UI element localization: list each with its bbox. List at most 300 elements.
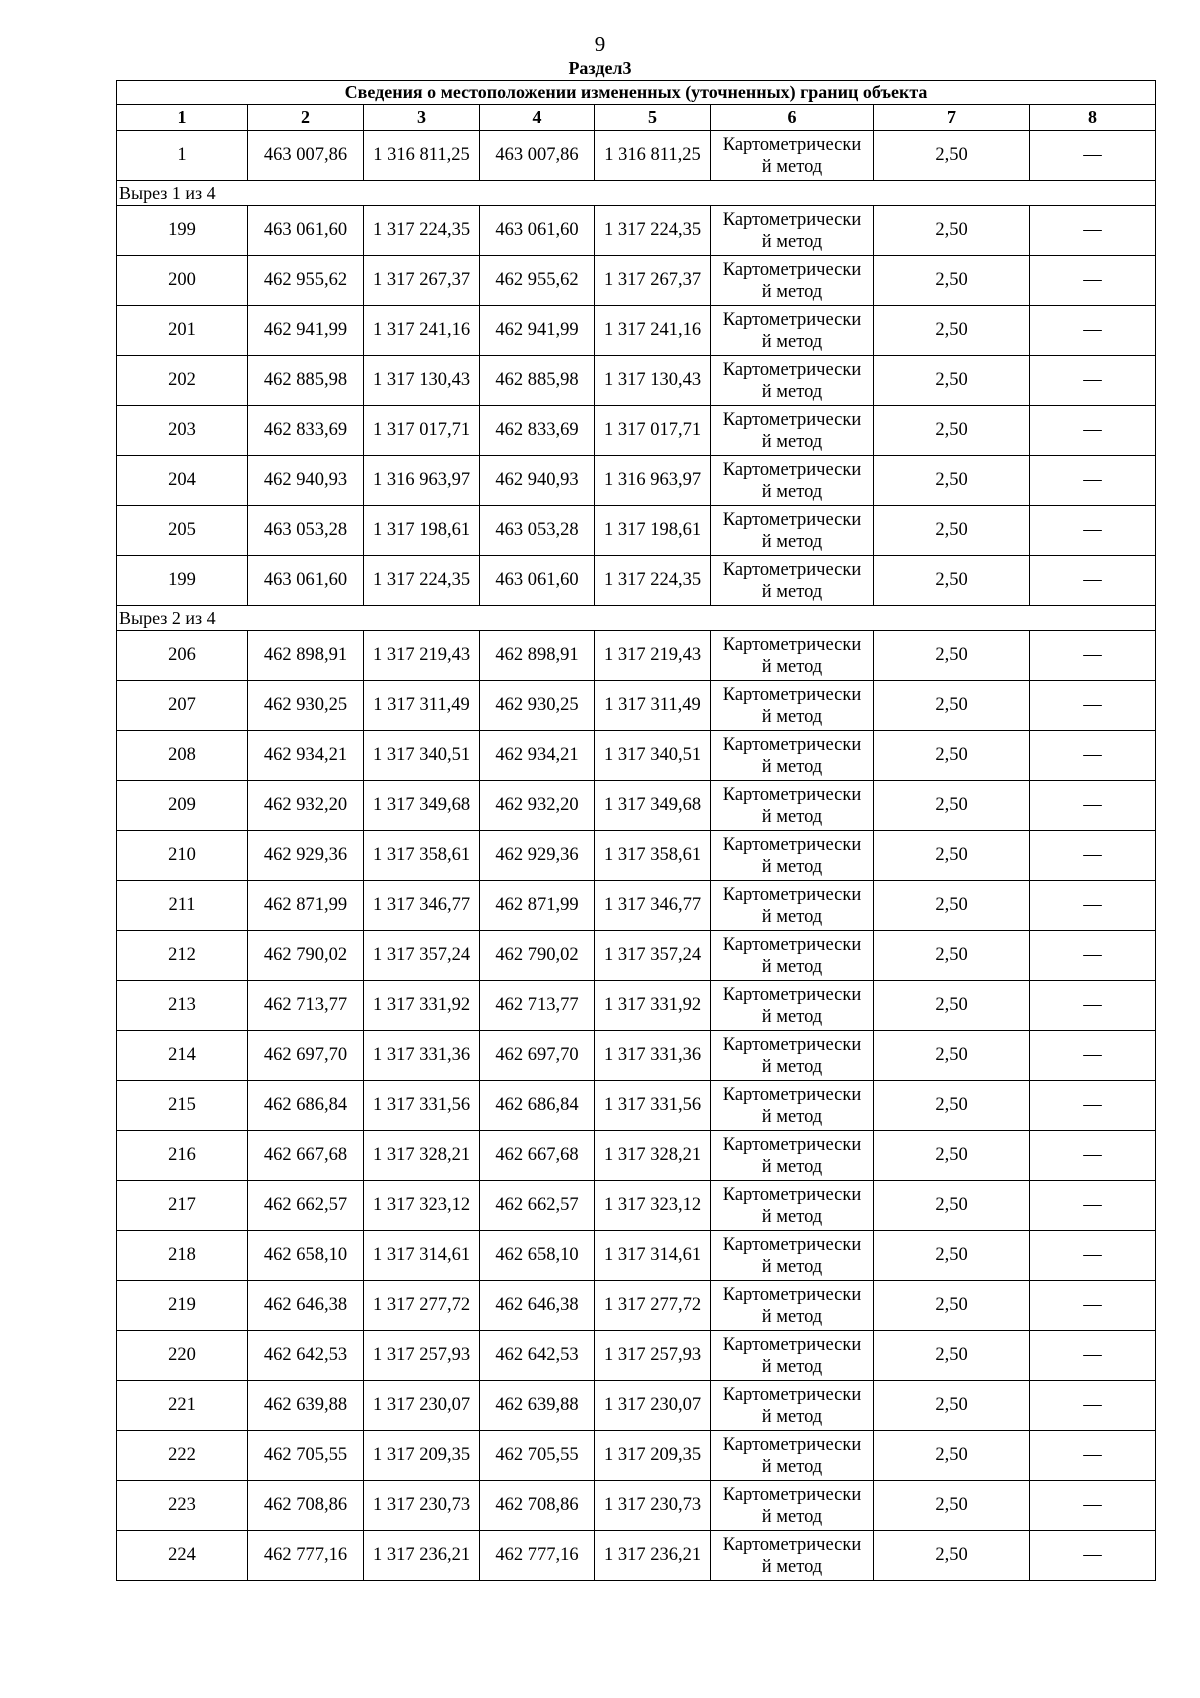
x-coordinate-cell: 462 667,68 bbox=[248, 1131, 364, 1181]
x-coordinate-cell: 462 871,99 bbox=[248, 881, 364, 931]
column-number-header: 1 bbox=[117, 105, 248, 131]
x-coordinate-cell: 462 934,21 bbox=[480, 731, 595, 781]
point-number-cell: 206 bbox=[117, 631, 248, 681]
x-coordinate-cell: 462 885,98 bbox=[248, 356, 364, 406]
method-cell bbox=[711, 881, 874, 931]
accuracy-cell: 2,50 bbox=[874, 631, 1030, 681]
y-coordinate-cell: 1 317 198,61 bbox=[364, 506, 480, 556]
y-coordinate-cell: 1 317 236,21 bbox=[595, 1531, 711, 1581]
y-coordinate-cell: 1 317 311,49 bbox=[364, 681, 480, 731]
y-coordinate-cell: 1 317 209,35 bbox=[595, 1431, 711, 1481]
table-row bbox=[117, 831, 1156, 881]
method-text-line: Картометрически bbox=[722, 734, 862, 755]
method-text-line: й метод bbox=[761, 156, 823, 177]
method-text-line: й метод bbox=[761, 1106, 823, 1127]
y-coordinate-cell: 1 317 314,61 bbox=[364, 1231, 480, 1281]
y-coordinate-cell: 1 317 017,71 bbox=[364, 406, 480, 456]
description-cell: — bbox=[1030, 206, 1156, 256]
x-coordinate-cell: 463 007,86 bbox=[248, 131, 364, 181]
x-coordinate-cell: 462 667,68 bbox=[480, 1131, 595, 1181]
y-coordinate-cell: 1 317 017,71 bbox=[595, 406, 711, 456]
method-cell bbox=[711, 731, 874, 781]
description-cell: — bbox=[1030, 1231, 1156, 1281]
y-coordinate-cell: 1 317 346,77 bbox=[364, 881, 480, 931]
table-row bbox=[117, 931, 1156, 981]
x-coordinate-cell: 463 061,60 bbox=[480, 556, 595, 606]
x-coordinate-cell: 462 898,91 bbox=[248, 631, 364, 681]
accuracy-cell: 2,50 bbox=[874, 1181, 1030, 1231]
y-coordinate-cell: 1 317 230,07 bbox=[595, 1381, 711, 1431]
method-text-line: Картометрически bbox=[722, 1034, 862, 1055]
method-cell bbox=[711, 681, 874, 731]
method-text-line: й метод bbox=[761, 806, 823, 827]
y-coordinate-cell: 1 317 277,72 bbox=[364, 1281, 480, 1331]
y-coordinate-cell: 1 317 323,12 bbox=[595, 1181, 711, 1231]
point-number-cell: 222 bbox=[117, 1431, 248, 1481]
method-text-line: Картометрически bbox=[722, 359, 862, 380]
x-coordinate-cell: 462 697,70 bbox=[248, 1031, 364, 1081]
description-cell: — bbox=[1030, 1481, 1156, 1531]
column-number-header: 5 bbox=[595, 105, 711, 131]
table-row bbox=[117, 506, 1156, 556]
x-coordinate-cell: 462 871,99 bbox=[480, 881, 595, 931]
y-coordinate-cell: 1 317 130,43 bbox=[595, 356, 711, 406]
table-row bbox=[117, 1281, 1156, 1331]
x-coordinate-cell: 462 932,20 bbox=[480, 781, 595, 831]
point-number-cell: 201 bbox=[117, 306, 248, 356]
method-text-line: й метод bbox=[761, 531, 823, 552]
accuracy-cell: 2,50 bbox=[874, 931, 1030, 981]
x-coordinate-cell: 462 930,25 bbox=[480, 681, 595, 731]
point-number-cell: 213 bbox=[117, 981, 248, 1031]
x-coordinate-cell: 462 646,38 bbox=[480, 1281, 595, 1331]
y-coordinate-cell: 1 317 209,35 bbox=[364, 1431, 480, 1481]
table-row bbox=[117, 731, 1156, 781]
method-text-line: й метод bbox=[761, 1556, 823, 1577]
accuracy-cell: 2,50 bbox=[874, 731, 1030, 781]
method-cell bbox=[711, 1081, 874, 1131]
accuracy-cell: 2,50 bbox=[874, 1431, 1030, 1481]
column-number-header: 6 bbox=[711, 105, 874, 131]
method-cell bbox=[711, 556, 874, 606]
point-number-cell: 221 bbox=[117, 1381, 248, 1431]
description-cell: — bbox=[1030, 831, 1156, 881]
y-coordinate-cell: 1 317 236,21 bbox=[364, 1531, 480, 1581]
method-cell bbox=[711, 506, 874, 556]
accuracy-cell: 2,50 bbox=[874, 1331, 1030, 1381]
method-text-line: Картометрически bbox=[722, 134, 862, 155]
table-caption: Сведения о местоположении измененных (уточненных) границ объекта bbox=[117, 81, 1156, 105]
table-row bbox=[117, 1031, 1156, 1081]
accuracy-cell: 2,50 bbox=[874, 1081, 1030, 1131]
section-title: Раздел3 bbox=[568, 58, 632, 78]
x-coordinate-cell: 462 646,38 bbox=[248, 1281, 364, 1331]
x-coordinate-cell: 462 930,25 bbox=[248, 681, 364, 731]
y-coordinate-cell: 1 317 241,16 bbox=[364, 306, 480, 356]
method-text-line: Картометрически bbox=[722, 1134, 862, 1155]
accuracy-cell: 2,50 bbox=[874, 981, 1030, 1031]
x-coordinate-cell: 462 955,62 bbox=[248, 256, 364, 306]
method-cell bbox=[711, 831, 874, 881]
accuracy-cell: 2,50 bbox=[874, 456, 1030, 506]
y-coordinate-cell: 1 317 349,68 bbox=[364, 781, 480, 831]
y-coordinate-cell: 1 317 331,36 bbox=[595, 1031, 711, 1081]
method-text-line: й метод bbox=[761, 1156, 823, 1177]
description-cell: — bbox=[1030, 556, 1156, 606]
y-coordinate-cell: 1 316 811,25 bbox=[595, 131, 711, 181]
accuracy-cell: 2,50 bbox=[874, 831, 1030, 881]
y-coordinate-cell: 1 317 219,43 bbox=[364, 631, 480, 681]
method-text-line: Картометрически bbox=[722, 634, 862, 655]
method-cell bbox=[711, 1381, 874, 1431]
accuracy-cell: 2,50 bbox=[874, 781, 1030, 831]
y-coordinate-cell: 1 317 323,12 bbox=[364, 1181, 480, 1231]
y-coordinate-cell: 1 317 331,56 bbox=[595, 1081, 711, 1131]
y-coordinate-cell: 1 316 963,97 bbox=[595, 456, 711, 506]
x-coordinate-cell: 462 642,53 bbox=[480, 1331, 595, 1381]
description-cell: — bbox=[1030, 256, 1156, 306]
method-text-line: й метод bbox=[761, 906, 823, 927]
method-text-line: й метод bbox=[761, 281, 823, 302]
x-coordinate-cell: 463 061,60 bbox=[248, 556, 364, 606]
x-coordinate-cell: 462 642,53 bbox=[248, 1331, 364, 1381]
table-caption-row bbox=[117, 81, 1156, 105]
method-text-line: й метод bbox=[761, 1256, 823, 1277]
cutout-label: Вырез 2 из 4 bbox=[117, 606, 1156, 631]
table-row bbox=[117, 206, 1156, 256]
method-text-line: Картометрически bbox=[722, 934, 862, 955]
y-coordinate-cell: 1 317 331,92 bbox=[595, 981, 711, 1031]
method-cell bbox=[711, 131, 874, 181]
method-text-line: Картометрически bbox=[722, 1384, 862, 1405]
table-row bbox=[117, 781, 1156, 831]
table-row bbox=[117, 1231, 1156, 1281]
method-cell bbox=[711, 1281, 874, 1331]
table-row bbox=[117, 1131, 1156, 1181]
y-coordinate-cell: 1 317 331,36 bbox=[364, 1031, 480, 1081]
point-number-cell: 223 bbox=[117, 1481, 248, 1531]
description-cell: — bbox=[1030, 306, 1156, 356]
point-number-cell: 212 bbox=[117, 931, 248, 981]
point-number-cell: 207 bbox=[117, 681, 248, 731]
column-number-header: 3 bbox=[364, 105, 480, 131]
x-coordinate-cell: 462 940,93 bbox=[248, 456, 364, 506]
method-text-line: Картометрически bbox=[722, 1284, 862, 1305]
accuracy-cell: 2,50 bbox=[874, 306, 1030, 356]
method-cell bbox=[711, 631, 874, 681]
method-text-line: Картометрически bbox=[722, 409, 862, 430]
y-coordinate-cell: 1 317 311,49 bbox=[595, 681, 711, 731]
description-cell: — bbox=[1030, 881, 1156, 931]
y-coordinate-cell: 1 317 331,56 bbox=[364, 1081, 480, 1131]
method-cell bbox=[711, 931, 874, 981]
point-number-cell: 202 bbox=[117, 356, 248, 406]
accuracy-cell: 2,50 bbox=[874, 556, 1030, 606]
method-text-line: й метод bbox=[761, 381, 823, 402]
y-coordinate-cell: 1 317 198,61 bbox=[595, 506, 711, 556]
method-text-line: й метод bbox=[761, 331, 823, 352]
x-coordinate-cell: 462 686,84 bbox=[248, 1081, 364, 1131]
y-coordinate-cell: 1 317 230,73 bbox=[595, 1481, 711, 1531]
method-text-line: Картометрически bbox=[722, 459, 862, 480]
method-text-line: Картометрически bbox=[722, 1334, 862, 1355]
x-coordinate-cell: 462 705,55 bbox=[480, 1431, 595, 1481]
page-number: 9 bbox=[594, 32, 606, 56]
y-coordinate-cell: 1 317 257,93 bbox=[595, 1331, 711, 1381]
description-cell: — bbox=[1030, 456, 1156, 506]
y-coordinate-cell: 1 317 357,24 bbox=[595, 931, 711, 981]
table-row bbox=[117, 556, 1156, 606]
method-text-line: Картометрически bbox=[722, 1484, 862, 1505]
description-cell: — bbox=[1030, 1281, 1156, 1331]
method-text-line: й метод bbox=[761, 1006, 823, 1027]
y-coordinate-cell: 1 317 224,35 bbox=[364, 206, 480, 256]
x-coordinate-cell: 462 898,91 bbox=[480, 631, 595, 681]
y-coordinate-cell: 1 317 340,51 bbox=[364, 731, 480, 781]
method-cell bbox=[711, 781, 874, 831]
x-coordinate-cell: 462 639,88 bbox=[248, 1381, 364, 1431]
point-number-cell: 203 bbox=[117, 406, 248, 456]
method-text-line: Картометрически bbox=[722, 684, 862, 705]
method-text-line: Картометрически bbox=[722, 509, 862, 530]
method-text-line: й метод bbox=[761, 706, 823, 727]
x-coordinate-cell: 462 777,16 bbox=[480, 1531, 595, 1581]
x-coordinate-cell: 462 713,77 bbox=[480, 981, 595, 1031]
y-coordinate-cell: 1 317 331,92 bbox=[364, 981, 480, 1031]
accuracy-cell: 2,50 bbox=[874, 1481, 1030, 1531]
accuracy-cell: 2,50 bbox=[874, 256, 1030, 306]
table-row bbox=[117, 631, 1156, 681]
y-coordinate-cell: 1 317 257,93 bbox=[364, 1331, 480, 1381]
method-cell bbox=[711, 306, 874, 356]
method-text-line: й метод bbox=[761, 1306, 823, 1327]
method-text-line: й метод bbox=[761, 1456, 823, 1477]
method-text-line: Картометрически bbox=[722, 1184, 862, 1205]
cutout-label: Вырез 1 из 4 bbox=[117, 181, 1156, 206]
x-coordinate-cell: 462 658,10 bbox=[480, 1231, 595, 1281]
accuracy-cell: 2,50 bbox=[874, 1381, 1030, 1431]
y-coordinate-cell: 1 317 224,35 bbox=[364, 556, 480, 606]
description-cell: — bbox=[1030, 1381, 1156, 1431]
point-number-cell: 200 bbox=[117, 256, 248, 306]
method-cell bbox=[711, 456, 874, 506]
table-row bbox=[117, 881, 1156, 931]
method-text-line: й метод bbox=[761, 1406, 823, 1427]
method-text-line: Картометрически bbox=[722, 559, 862, 580]
x-coordinate-cell: 463 061,60 bbox=[480, 206, 595, 256]
point-number-cell: 210 bbox=[117, 831, 248, 881]
x-coordinate-cell: 462 658,10 bbox=[248, 1231, 364, 1281]
description-cell: — bbox=[1030, 131, 1156, 181]
x-coordinate-cell: 462 934,21 bbox=[248, 731, 364, 781]
point-number-cell: 209 bbox=[117, 781, 248, 831]
x-coordinate-cell: 462 639,88 bbox=[480, 1381, 595, 1431]
method-text-line: Картометрически bbox=[722, 309, 862, 330]
method-text-line: Картометрически bbox=[722, 1434, 862, 1455]
method-cell bbox=[711, 1531, 874, 1581]
x-coordinate-cell: 462 708,86 bbox=[480, 1481, 595, 1531]
x-coordinate-cell: 462 686,84 bbox=[480, 1081, 595, 1131]
method-cell bbox=[711, 1231, 874, 1281]
method-text-line: й метод bbox=[761, 756, 823, 777]
cutout-row bbox=[117, 181, 1156, 206]
y-coordinate-cell: 1 317 241,16 bbox=[595, 306, 711, 356]
y-coordinate-cell: 1 317 340,51 bbox=[595, 731, 711, 781]
point-number-cell: 224 bbox=[117, 1531, 248, 1581]
method-text-line: й метод bbox=[761, 231, 823, 252]
y-coordinate-cell: 1 317 224,35 bbox=[595, 556, 711, 606]
accuracy-cell: 2,50 bbox=[874, 1031, 1030, 1081]
method-text-line: й метод bbox=[761, 856, 823, 877]
method-text-line: Картометрически bbox=[722, 1534, 862, 1555]
accuracy-cell: 2,50 bbox=[874, 681, 1030, 731]
table-row bbox=[117, 1081, 1156, 1131]
y-coordinate-cell: 1 317 219,43 bbox=[595, 631, 711, 681]
y-coordinate-cell: 1 317 230,73 bbox=[364, 1481, 480, 1531]
method-text-line: Картометрически bbox=[722, 884, 862, 905]
method-text-line: й метод bbox=[761, 431, 823, 452]
description-cell: — bbox=[1030, 1531, 1156, 1581]
table-row bbox=[117, 256, 1156, 306]
x-coordinate-cell: 462 885,98 bbox=[480, 356, 595, 406]
point-number-cell: 214 bbox=[117, 1031, 248, 1081]
x-coordinate-cell: 462 929,36 bbox=[480, 831, 595, 881]
point-number-cell: 220 bbox=[117, 1331, 248, 1381]
table-row bbox=[117, 1331, 1156, 1381]
y-coordinate-cell: 1 317 267,37 bbox=[364, 256, 480, 306]
point-number-cell: 205 bbox=[117, 506, 248, 556]
y-coordinate-cell: 1 317 230,07 bbox=[364, 1381, 480, 1431]
point-number-cell: 204 bbox=[117, 456, 248, 506]
y-coordinate-cell: 1 317 328,21 bbox=[595, 1131, 711, 1181]
method-text-line: й метод bbox=[761, 1356, 823, 1377]
x-coordinate-cell: 462 941,99 bbox=[248, 306, 364, 356]
boundary-coordinates-table bbox=[116, 80, 1156, 1581]
accuracy-cell: 2,50 bbox=[874, 1131, 1030, 1181]
description-cell: — bbox=[1030, 1031, 1156, 1081]
column-numbers-row bbox=[117, 105, 1156, 131]
method-text-line: Картометрически bbox=[722, 784, 862, 805]
x-coordinate-cell: 462 790,02 bbox=[248, 931, 364, 981]
method-cell bbox=[711, 406, 874, 456]
cutout-row bbox=[117, 606, 1156, 631]
x-coordinate-cell: 462 777,16 bbox=[248, 1531, 364, 1581]
x-coordinate-cell: 463 053,28 bbox=[480, 506, 595, 556]
x-coordinate-cell: 463 061,60 bbox=[248, 206, 364, 256]
method-text-line: Картометрически bbox=[722, 209, 862, 230]
table-row bbox=[117, 1481, 1156, 1531]
y-coordinate-cell: 1 317 267,37 bbox=[595, 256, 711, 306]
description-cell: — bbox=[1030, 981, 1156, 1031]
y-coordinate-cell: 1 317 358,61 bbox=[595, 831, 711, 881]
description-cell: — bbox=[1030, 1331, 1156, 1381]
method-text-line: Картометрически bbox=[722, 834, 862, 855]
description-cell: — bbox=[1030, 781, 1156, 831]
x-coordinate-cell: 462 932,20 bbox=[248, 781, 364, 831]
y-coordinate-cell: 1 317 346,77 bbox=[595, 881, 711, 931]
accuracy-cell: 2,50 bbox=[874, 1281, 1030, 1331]
method-cell bbox=[711, 1331, 874, 1381]
point-number-cell: 216 bbox=[117, 1131, 248, 1181]
x-coordinate-cell: 462 662,57 bbox=[480, 1181, 595, 1231]
y-coordinate-cell: 1 317 314,61 bbox=[595, 1231, 711, 1281]
table-row bbox=[117, 306, 1156, 356]
table-row bbox=[117, 406, 1156, 456]
method-text-line: й метод bbox=[761, 656, 823, 677]
method-cell bbox=[711, 1031, 874, 1081]
method-text-line: й метод bbox=[761, 481, 823, 502]
accuracy-cell: 2,50 bbox=[874, 206, 1030, 256]
point-number-cell: 199 bbox=[117, 206, 248, 256]
y-coordinate-cell: 1 317 357,24 bbox=[364, 931, 480, 981]
x-coordinate-cell: 462 705,55 bbox=[248, 1431, 364, 1481]
y-coordinate-cell: 1 317 349,68 bbox=[595, 781, 711, 831]
x-coordinate-cell: 462 941,99 bbox=[480, 306, 595, 356]
method-text-line: й метод bbox=[761, 1206, 823, 1227]
description-cell: — bbox=[1030, 1181, 1156, 1231]
method-text-line: Картометрически bbox=[722, 1084, 862, 1105]
table-row bbox=[117, 981, 1156, 1031]
table-row bbox=[117, 681, 1156, 731]
description-cell: — bbox=[1030, 506, 1156, 556]
point-number-cell: 215 bbox=[117, 1081, 248, 1131]
accuracy-cell: 2,50 bbox=[874, 356, 1030, 406]
y-coordinate-cell: 1 317 224,35 bbox=[595, 206, 711, 256]
point-number-cell: 1 bbox=[117, 131, 248, 181]
method-cell bbox=[711, 206, 874, 256]
method-cell bbox=[711, 1181, 874, 1231]
point-number-cell: 208 bbox=[117, 731, 248, 781]
method-text-line: й метод bbox=[761, 956, 823, 977]
point-number-cell: 217 bbox=[117, 1181, 248, 1231]
method-text-line: й метод bbox=[761, 1056, 823, 1077]
accuracy-cell: 2,50 bbox=[874, 1231, 1030, 1281]
table-row bbox=[117, 1181, 1156, 1231]
column-number-header: 8 bbox=[1030, 105, 1156, 131]
description-cell: — bbox=[1030, 731, 1156, 781]
y-coordinate-cell: 1 317 328,21 bbox=[364, 1131, 480, 1181]
method-text-line: й метод bbox=[761, 581, 823, 602]
method-text-line: Картометрически bbox=[722, 259, 862, 280]
y-coordinate-cell: 1 316 811,25 bbox=[364, 131, 480, 181]
description-cell: — bbox=[1030, 681, 1156, 731]
x-coordinate-cell: 462 713,77 bbox=[248, 981, 364, 1031]
description-cell: — bbox=[1030, 631, 1156, 681]
table-row bbox=[117, 131, 1156, 181]
y-coordinate-cell: 1 316 963,97 bbox=[364, 456, 480, 506]
accuracy-cell: 2,50 bbox=[874, 406, 1030, 456]
column-number-header: 4 bbox=[480, 105, 595, 131]
point-number-cell: 219 bbox=[117, 1281, 248, 1331]
description-cell: — bbox=[1030, 1431, 1156, 1481]
table-row bbox=[117, 456, 1156, 506]
x-coordinate-cell: 462 662,57 bbox=[248, 1181, 364, 1231]
y-coordinate-cell: 1 317 130,43 bbox=[364, 356, 480, 406]
table-row bbox=[117, 1381, 1156, 1431]
y-coordinate-cell: 1 317 358,61 bbox=[364, 831, 480, 881]
x-coordinate-cell: 462 833,69 bbox=[480, 406, 595, 456]
description-cell: — bbox=[1030, 1131, 1156, 1181]
point-number-cell: 218 bbox=[117, 1231, 248, 1281]
x-coordinate-cell: 462 708,86 bbox=[248, 1481, 364, 1531]
accuracy-cell: 2,50 bbox=[874, 506, 1030, 556]
method-cell bbox=[711, 1431, 874, 1481]
accuracy-cell: 2,50 bbox=[874, 131, 1030, 181]
description-cell: — bbox=[1030, 1081, 1156, 1131]
method-cell bbox=[711, 981, 874, 1031]
method-text-line: Картометрически bbox=[722, 1234, 862, 1255]
x-coordinate-cell: 463 053,28 bbox=[248, 506, 364, 556]
